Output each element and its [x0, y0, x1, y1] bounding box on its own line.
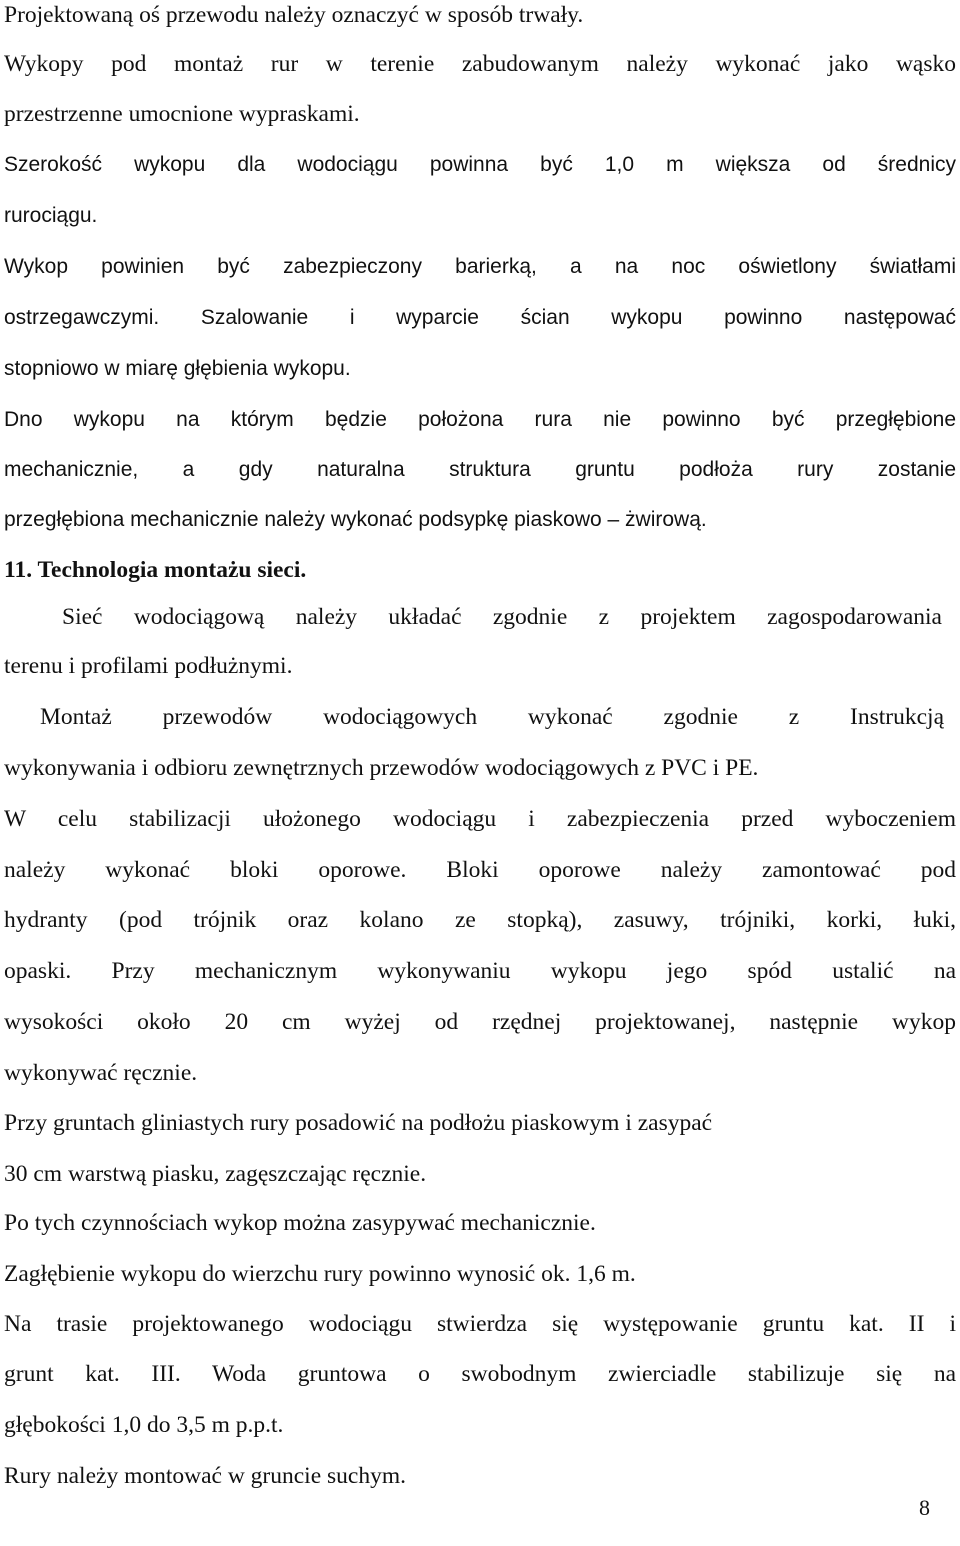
- text-line: rurociągu.: [4, 204, 98, 227]
- text-line: Przy gruntach gliniastych rury posadowić na podłożu piaskowym i zasypać: [4, 1110, 713, 1136]
- text-line: 30 cm warstwą piasku, zagęszczając ręcznie.: [4, 1161, 427, 1187]
- text-line: Sieć wodociągową należy układać zgodnie z projektem zagospodarowania: [62, 604, 942, 630]
- text-line: Po tych czynnościach wykop można zasypywać mechanicznie.: [4, 1210, 596, 1236]
- text-line: grunt kat. III. Woda gruntowa o swobodnym zwierciadle stabilizuje się na: [4, 1361, 956, 1387]
- text-line: Wykop powinien być zabezpieczony barierką, a na noc oświetlony światłami: [4, 255, 956, 278]
- text-line: opaski. Przy mechanicznym wykonywaniu wykopu jego spód ustalić na: [4, 958, 956, 984]
- text-line: wykonywania i odbioru zewnętrznych przewodów wodociągowych z PVC i PE.: [4, 755, 759, 781]
- text-line: Dno wykopu na którym będzie położona rura nie powinno być przegłębione: [4, 408, 956, 431]
- text-line: Wykopy pod montaż rur w terenie zabudowanym należy wykonać jako wąsko: [4, 51, 956, 77]
- text-line: hydranty (pod trójnik oraz kolano ze stopką), zasuwy, trójniki, korki, łuki,: [4, 907, 956, 933]
- text-line: przestrzenne umocnione wypraskami.: [4, 101, 360, 127]
- text-line: Szerokość wykopu dla wodociągu powinna być 1,0 m większa od średnicy: [4, 153, 956, 176]
- text-line: głębokości 1,0 do 3,5 m p.p.t.: [4, 1412, 284, 1438]
- text-line: należy wykonać bloki oporowe. Bloki oporowe należy zamontować pod: [4, 857, 956, 883]
- text-line: ostrzegawczymi. Szalowanie i wyparcie ścian wykopu powinno następować: [4, 306, 956, 329]
- text-line: Rury należy montować w gruncie suchym.: [4, 1463, 407, 1489]
- text-line: wykonywać ręcznie.: [4, 1060, 198, 1086]
- text-line: Na trasie projektowanego wodociągu stwierdza się występowanie gruntu kat. II i: [4, 1311, 956, 1337]
- text-line: wysokości około 20 cm wyżej od rzędnej projektowanej, następnie wykop: [4, 1009, 956, 1035]
- text-line: przegłębiona mechanicznie należy wykonać podsypkę piaskowo – żwirową.: [4, 508, 707, 531]
- text-line: W celu stabilizacji ułożonego wodociągu i zabezpieczenia przed wyboczeniem: [4, 806, 956, 832]
- text-line: Montaż przewodów wodociągowych wykonać zgodnie z Instrukcją: [40, 704, 944, 730]
- text-line: Zagłębienie wykopu do wierzchu rury powinno wynosić ok. 1,6 m.: [4, 1261, 636, 1287]
- text-line: stopniowo w miarę głębienia wykopu.: [4, 357, 351, 380]
- section-heading: 11. Technologia montażu sieci.: [4, 557, 307, 583]
- page-number: 8: [919, 1495, 930, 1520]
- text-line: mechanicznie, a gdy naturalna struktura gruntu podłoża rury zostanie: [4, 458, 956, 481]
- text-line: terenu i profilami podłużnymi.: [4, 653, 293, 679]
- text-line: Projektowaną oś przewodu należy oznaczyć w sposób trwały.: [4, 2, 584, 28]
